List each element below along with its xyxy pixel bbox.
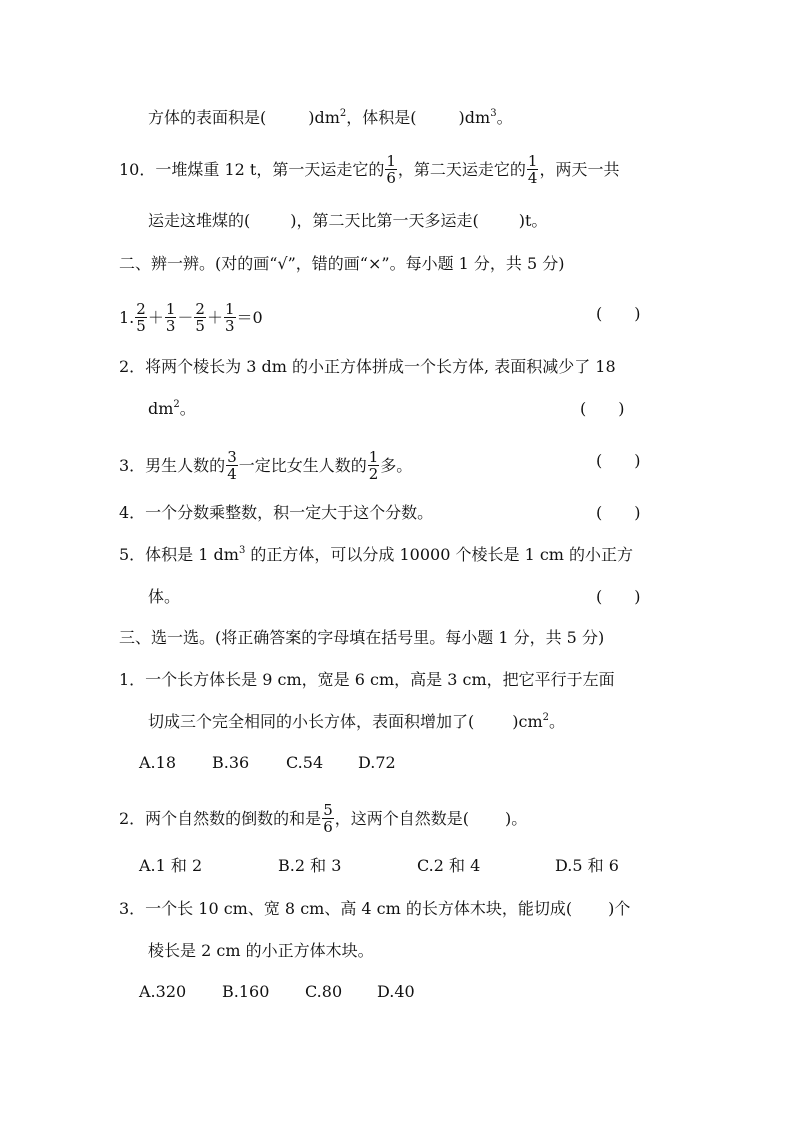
- judge-item-3: 3．男生人数的 $\frac{3}{4}$ 一定比女生人数的 $\frac{1}{2}$ 多。: [119, 448, 413, 483]
- answer-parentheses[interactable]: ( ): [596, 304, 641, 323]
- judge-item-5-continuation: 体。: [148, 587, 181, 606]
- answer-parentheses[interactable]: ( ): [596, 587, 641, 606]
- choice-item-1: 1．一个长方体长是 9 cm，宽是 6 cm，高是 3 cm，把它平行于左面: [119, 670, 615, 689]
- option-c[interactable]: C.54: [286, 753, 324, 772]
- option-c[interactable]: C.80: [305, 982, 343, 1001]
- option-b[interactable]: B.160: [222, 982, 270, 1001]
- option-c[interactable]: C.2 和 4: [417, 856, 481, 875]
- answer-parentheses[interactable]: ( ): [596, 451, 641, 470]
- option-a[interactable]: A.320: [139, 982, 187, 1001]
- section-2-title: 二、辨一辨。(对的画“√”，错的画“×”。每小题 1 分，共 5 分): [119, 254, 565, 273]
- option-b[interactable]: B.2 和 3: [278, 856, 342, 875]
- choice-item-3-continuation: 棱长是 2 cm 的小正方体木块。: [148, 941, 374, 960]
- judge-item-5: 5．体积是 1 $dm^3$ 的正方体，可以分成 10000 个棱长是 1 cm 的小正方: [119, 544, 634, 564]
- question-10-continuation: 运走这堆煤的( )，第二天比第一天多运走( )t。: [148, 211, 548, 230]
- judge-item-4: 4．一个分数乘整数，积一定大于这个分数。: [119, 503, 434, 522]
- judge-item-1: 1. $\frac{2}{5}$ ＋ $\frac{1}{3}$ － $\frac{2}{5}$ ＋ $\frac{1}{3}$ ＝0: [119, 300, 263, 335]
- option-d[interactable]: D.72: [358, 753, 396, 772]
- fraction: $\frac{1}{2}$: [368, 448, 379, 483]
- fraction: $\frac{1}{3}$: [224, 300, 235, 335]
- choice-item-2: 2．两个自然数的倒数的和是 $\frac{5}{6}$ ，这两个自然数是( )。: [119, 801, 528, 836]
- fraction: $\frac{3}{4}$: [227, 448, 237, 483]
- option-b[interactable]: B.36: [212, 753, 250, 772]
- section-3-title: 三、选一选。(将正确答案的字母填在括号里。每小题 1 分，共 5 分): [119, 628, 605, 647]
- option-a[interactable]: A.18: [139, 753, 176, 772]
- fraction: $\frac{1}{4}$: [527, 152, 538, 187]
- answer-parentheses[interactable]: ( ): [596, 503, 641, 522]
- option-d[interactable]: D.40: [377, 982, 415, 1001]
- option-d[interactable]: D.5 和 6: [555, 856, 619, 875]
- answer-parentheses[interactable]: ( ): [580, 399, 625, 418]
- fraction: $\frac{5}{6}$: [323, 801, 333, 836]
- question-10: 10．一堆煤重 12 t，第一天运走它的 $\frac{1}{6}$ ，第二天运走它的 $\frac{1}{4}$ ，两天一共: [119, 152, 620, 187]
- option-a[interactable]: A.1 和 2: [139, 856, 203, 875]
- judge-item-2-continuation: $dm^2$。: [148, 398, 196, 418]
- judge-item-2: 2．将两个棱长为 3 dm 的小正方体拼成一个长方体, 表面积减少了 18: [119, 357, 616, 376]
- fraction: $\frac{1}{3}$: [165, 300, 176, 335]
- choice-item-3: 3．一个长 10 cm、宽 8 cm、高 4 cm 的长方体木块，能切成( )个: [119, 899, 631, 918]
- fraction: $\frac{1}{6}$: [386, 152, 396, 187]
- choice-item-1-continuation: 切成三个完全相同的小长方体，表面积增加了( )$cm^2$。: [148, 711, 566, 731]
- fraction: $\frac{2}{5}$: [136, 300, 146, 335]
- q9-continuation: 方体的表面积是( )$dm^2$，体积是( )$dm^3$。: [148, 107, 513, 127]
- fraction: $\frac{2}{5}$: [195, 300, 205, 335]
